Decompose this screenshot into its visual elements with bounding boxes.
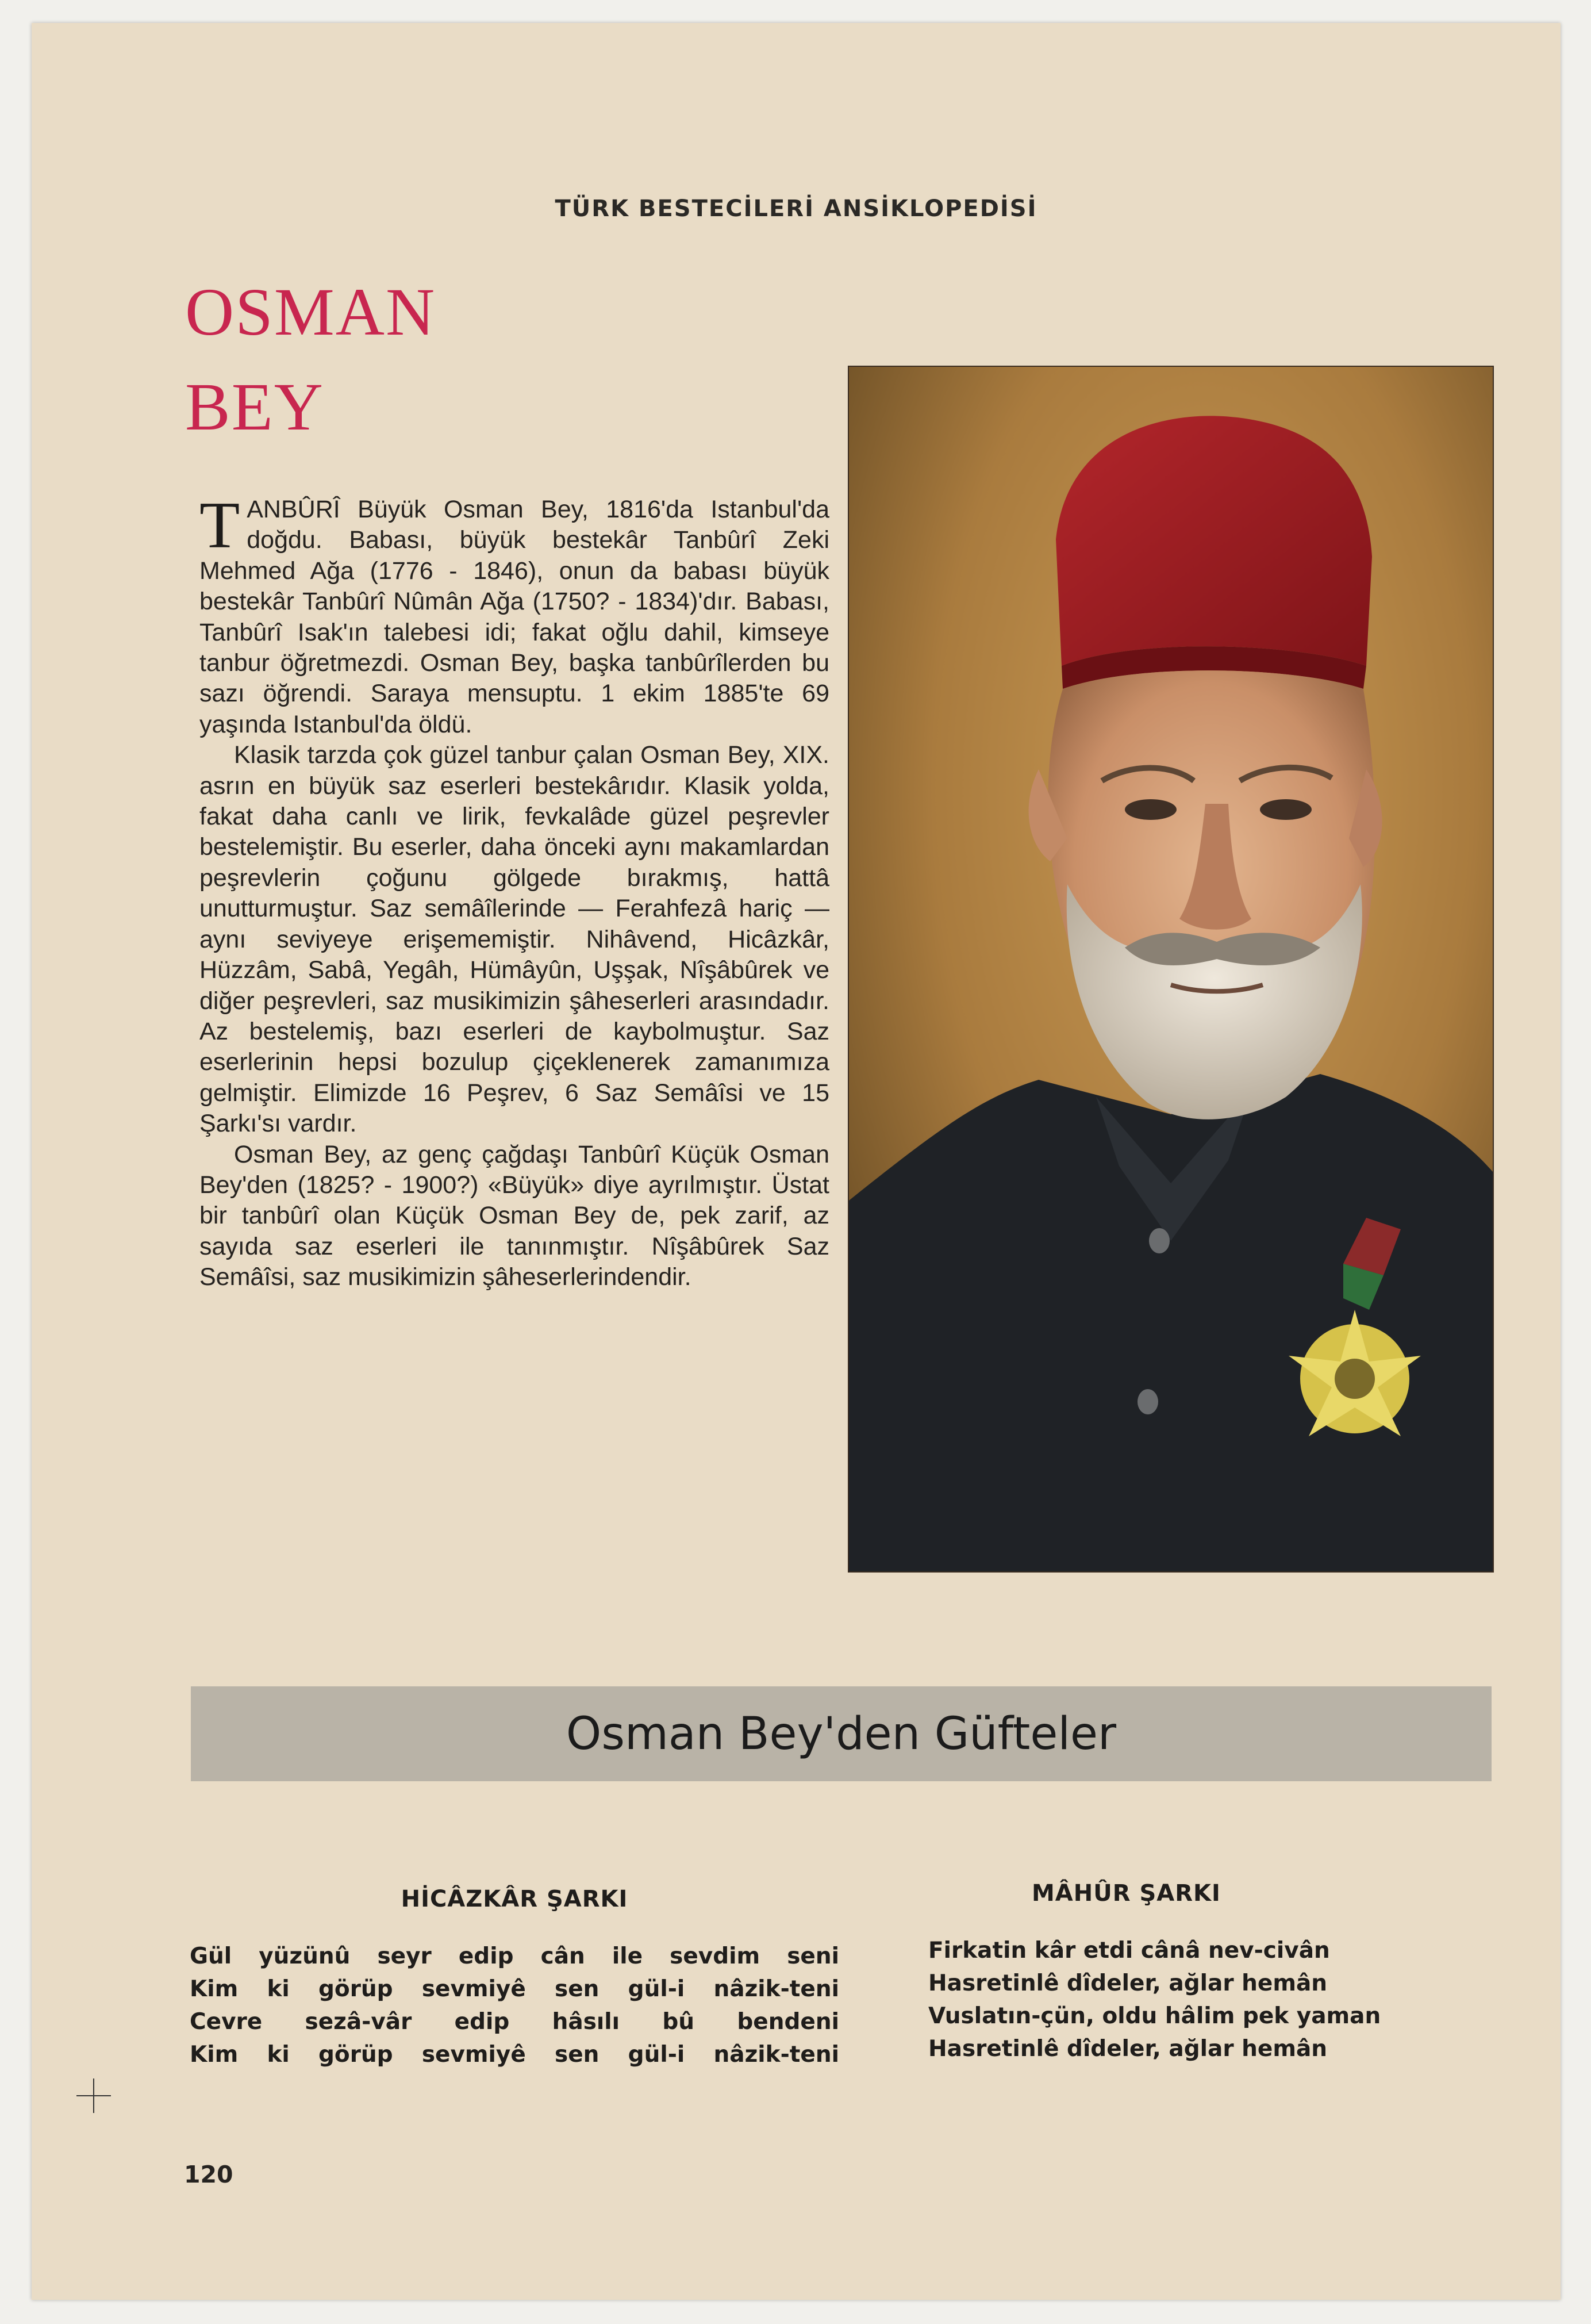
paragraph-1 [199, 489, 829, 740]
lyric-line: Hasretinlê dîdeler, ağlar hemân [928, 1970, 1328, 1996]
title-line-2: BEY [185, 369, 324, 444]
section-banner [191, 1686, 1492, 1781]
banner-title: Osman Bey'den Güfteler [566, 1708, 1117, 1760]
hicazkar-heading: HİCÂZKÂR ŞARKI [401, 1886, 628, 1912]
mahur-heading: MÂHÛR ŞARKI [1032, 1880, 1221, 1907]
paragraph-3: Osman Bey, az genç çağdaşı Tanbûrî Küçük Osman Bey'den (1825? - 1900?) «Büyük» diye ayrılmıştır. Üstat bir tanbûrî olan Küçük Osman Bey de, pek zarif, az sayıda saz eserleri ile tanınmıştır. Nîşâbûrek Saz Semâîsi, saz musikimizin şâheserlerindendir. [199, 1140, 829, 1291]
lyric-line: Kim ki görüp sevmiyê sen gül-i nâzik-teni [190, 2042, 839, 2068]
encyclopedia-page [32, 23, 1561, 2300]
lyric-line: Hasretinlê dîdeler, ağlar hemân [928, 2036, 1328, 2062]
paragraph-1-text: ANBÛRÎ Büyük Osman Bey, 1816'da Istanbul'da doğdu. Babası, büyük bestekâr Tanbûrî Zeki Mehmed Ağa (1776 - 1846), onun da babası büyük bestekâr Tanbûrî Nûmân Ağa (1750? - 1834)'dır. Babası, Tanbûrî Isak'ın talebesi idi; fakat oğlu dahil, kimseye tanbur öğretmezdi. Osman Bey, başka tanbûrîlerden bu sazı öğrendi. Saraya mensuptu. 1 ekim 1885'te 69 yaşında Istanbul'da öldü. [199, 496, 829, 738]
article-title [185, 264, 436, 454]
portrait-painting-icon [848, 366, 1494, 1573]
registration-mark-icon [76, 2078, 111, 2113]
lyric-line: Kim ki görüp sevmiyê sen gül-i nâzik-teni [190, 1976, 839, 2002]
mahur-sarki [928, 1880, 1446, 2065]
title-line-1: OSMAN [185, 274, 436, 350]
running-header: TÜRK BESTECİLERİ ANSİKLOPEDİSİ [555, 195, 1037, 222]
lyric-line: Firkatin kâr etdi cânâ nev-civân [928, 1938, 1330, 1963]
lyric-line: Cevre sezâ-vâr edip hâsılı bû bendeni [190, 2009, 839, 2035]
lyric-line: Gül yüzünû seyr edip cân ile sevdim seni [190, 1943, 839, 1969]
lyric-line: Vuslatın-çün, oldu hâlim pek yaman [928, 2003, 1381, 2029]
page-number: 120 [184, 2161, 233, 2188]
portrait-illustration [849, 367, 1493, 1571]
drop-cap: T [199, 489, 240, 562]
paragraph-2: Klasik tarzda çok güzel tanbur çalan Osman Bey, XIX. asrın en büyük saz eserleri bestekârıdır. Klasik yolda, fakat daha canlı ve lirik, fevkalâde güzel peşrevler bestelemiştir. Bu eserler, daha önceki aynı makamlardan peşrevlerin çoğunu gölgede bırakmış, hattâ unutturmuştur. Saz semâîlerinde — Ferahfezâ hariç — aynı seviyeye erişememiştir. Nihâvend, Hicâzkâr, Hüzzâm, Sabâ, Yegâh, Hümâyûn, Uşşak, Nîşâbûrek ve diğer peşrevleri, saz musikimizin şâheserleri arasındadır. Az bestelemiş, bazı eserleri de kaybolmuştur. Saz eserlerinin hepsi bozulup çiçeklenerek zamanımıza gelmiştir. Elimizde 16 Peşrev, 6 Saz Semâîsi ve 15 Şarkı'sı vardır. [199, 741, 829, 1138]
article-body [199, 489, 829, 1293]
hicazkar-sarki [190, 1886, 839, 2071]
